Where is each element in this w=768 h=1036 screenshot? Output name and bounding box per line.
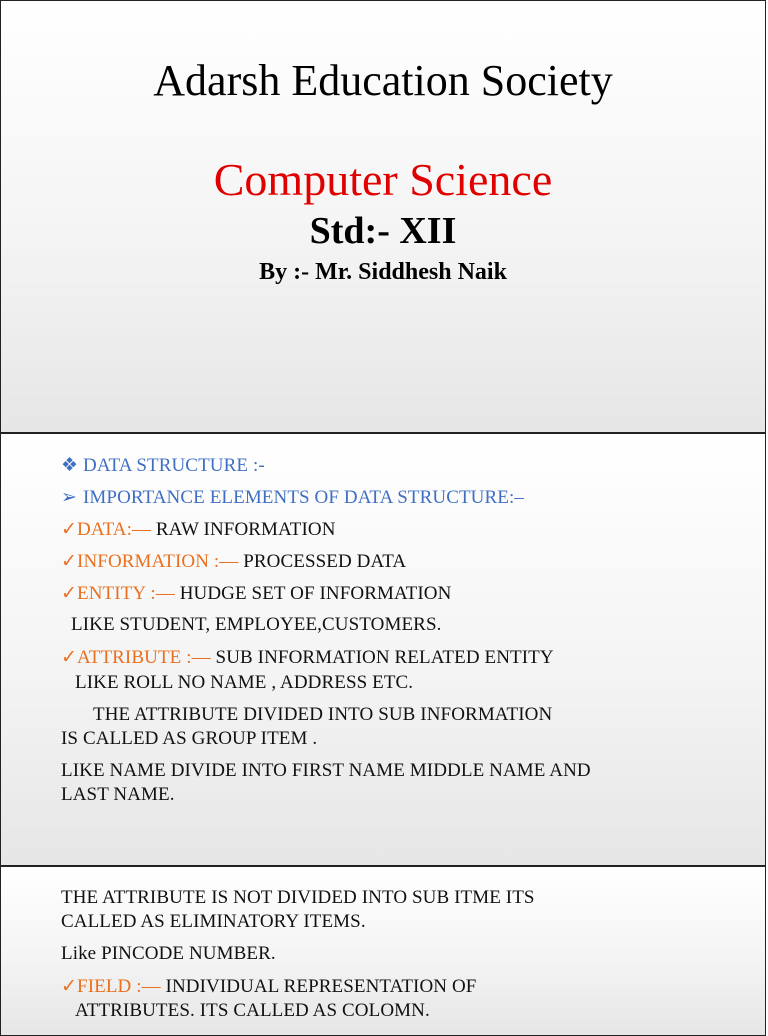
field-line-2: ATTRIBUTES. ITS CALLED AS COLOMN. [75,1000,430,1021]
entity-term: ENTITY :— [77,583,175,604]
institution-title: Adarsh Education Society [153,56,613,105]
elementary-line-1: THE ATTRIBUTE IS NOT DIVIDED INTO SUB ITME ITS [61,887,535,908]
standard-label: Std:- XII [309,210,457,252]
field-line [61,975,476,998]
data-definition: RAW INFORMATION [151,519,336,540]
heading-line [61,454,265,477]
information-line [61,550,406,573]
elementary-items-slide [0,866,766,1036]
elementary-line-2: CALLED AS ELIMINATORY ITEMS. [61,911,366,932]
attribute-definition: SUB INFORMATION RELATED ENTITY [210,647,554,668]
author-label: By :- Mr. Siddhesh Naik [259,259,507,285]
name-example-line-2: LAST NAME. [61,784,175,805]
subheading-line [61,486,524,509]
heading-text: DATA STRUCTURE :- [83,455,265,476]
arrow-bullet-icon: ➢ [61,487,78,508]
data-line [61,518,336,541]
diamond-bullet-icon: ❖ [61,455,79,476]
entity-definition: HUDGE SET OF INFORMATION [174,583,452,604]
subheading-text: IMPORTANCE ELEMENTS OF DATA STRUCTURE:– [83,487,524,508]
title-slide [0,0,766,433]
attribute-term: ATTRIBUTE :— [77,647,211,668]
check-icon: ✓ [61,519,78,540]
field-term: FIELD :— [77,976,161,997]
check-icon: ✓ [61,647,78,668]
entity-example: LIKE STUDENT, EMPLOYEE,CUSTOMERS. [71,614,442,635]
information-definition: PROCESSED DATA [238,551,407,572]
attribute-example: LIKE ROLL NO NAME , ADDRESS ETC. [75,672,414,693]
entity-line [61,582,451,605]
field-definition: INDIVIDUAL REPRESENTATION OF [160,976,477,997]
subject-title: Computer Science [213,154,553,205]
data-structure-slide [0,433,766,866]
check-icon: ✓ [61,976,78,997]
name-example-line-1: LIKE NAME DIVIDE INTO FIRST NAME MIDDLE NAME AND [61,760,591,781]
information-term: INFORMATION :— [77,551,239,572]
data-term: DATA:— [77,519,152,540]
group-item-line-1: THE ATTRIBUTE DIVIDED INTO SUB INFORMATION [93,704,553,725]
check-icon: ✓ [61,583,78,604]
pincode-line: Like PINCODE NUMBER. [61,943,276,964]
group-item-line-2: IS CALLED AS GROUP ITEM . [61,728,318,749]
check-icon: ✓ [61,551,78,572]
attribute-line [61,646,554,669]
